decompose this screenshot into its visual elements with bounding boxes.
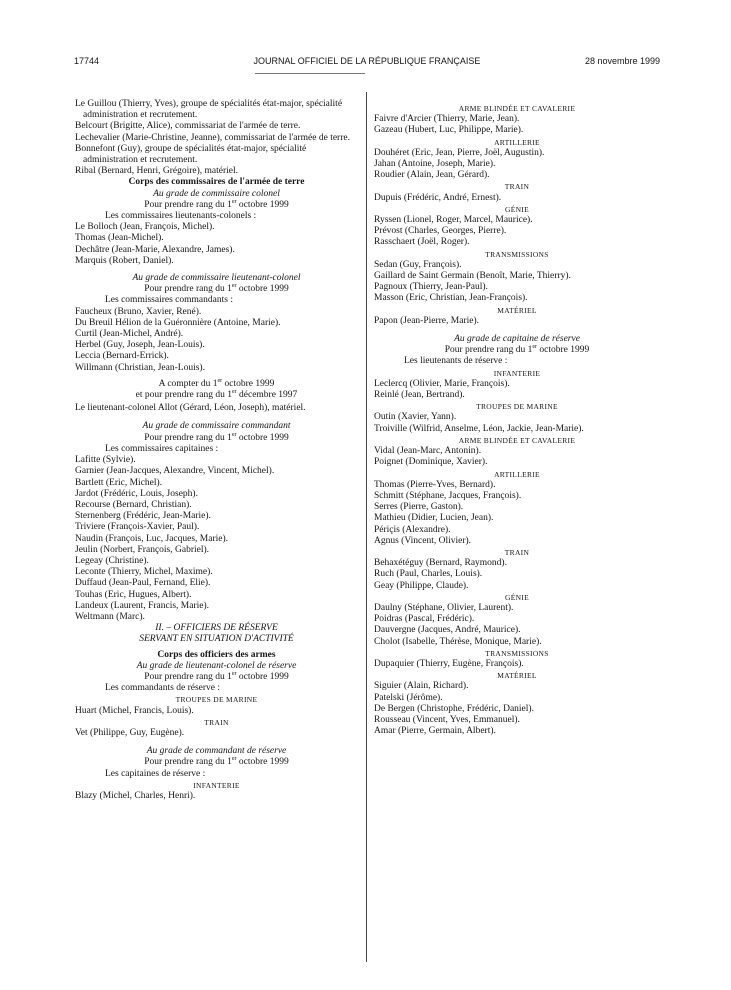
- list-intro: Les commissaires lieutenants-colonels :: [105, 211, 257, 222]
- list-item: De Bergen (Christophe, Frédéric, Daniel).: [374, 703, 534, 714]
- list-item: Bonnefont (Guy), groupe de spécialités état-major, spécialité administration et recrutement.: [75, 143, 307, 166]
- rank-date: Pour prendre rang du 1er octobre 1999: [444, 344, 590, 356]
- arm-heading: TRAIN: [204, 717, 229, 727]
- list-item: Papon (Jean-Pierre, Marie).: [374, 315, 479, 326]
- list-item: Agnus (Vincent, Olivier).: [374, 535, 472, 546]
- grade-heading: Au grade de lieutenant-colonel de réserve: [136, 660, 297, 671]
- arm-heading: TRANSMISSIONS: [485, 249, 549, 259]
- list-item: Ribal (Bernard, Henri, Grégoire), matériel.: [75, 166, 239, 177]
- list-item: Jahan (Antoine, Joseph, Marie).: [374, 159, 496, 170]
- grade-heading: Au grade de capitaine de réserve: [454, 334, 580, 345]
- list-item: Siguier (Alain, Richard).: [374, 681, 469, 692]
- rank-date: Pour prendre rang du 1er octobre 1999: [144, 670, 289, 682]
- list-item: Faucheux (Bruno, Xavier, René).: [75, 306, 202, 317]
- list-item: Roudier (Alain, Jean, Gérard).: [374, 170, 490, 181]
- grade-heading: Au grade de commandant de réserve: [146, 746, 287, 757]
- list-intro: Les commandants de réserve :: [105, 683, 221, 694]
- list-item: Dupuis (Frédéric, André, Ernest).: [374, 192, 502, 203]
- list-item: Jardot (Frédéric, Louis, Joseph).: [75, 488, 198, 499]
- arm-heading: ARME BLINDÉE ET CAVALERIE: [458, 435, 576, 445]
- page-number: 17744: [74, 56, 100, 66]
- right-column: [374, 99, 660, 737]
- list-item: Leclercq (Olivier, Marie, François).: [374, 378, 510, 389]
- arm-heading: INFANTERIE: [493, 368, 541, 378]
- list-item: Triviere (François-Xavier, Paul).: [75, 522, 200, 533]
- left-column: [75, 99, 358, 802]
- list-item: Douhéret (Eric, Jean, Pierre, Joël, Augustin).: [374, 147, 545, 158]
- list-item: Gazeau (Hubert, Luc, Philippe, Marie).: [374, 125, 524, 136]
- list-item: Belcourt (Brigitte, Alice), commissariat de l'armée de terre.: [75, 121, 301, 132]
- list-item: Prévost (Charles, Georges, Pierre).: [374, 226, 507, 237]
- list-item: Rousseau (Vincent, Yves, Emmanuel).: [374, 714, 520, 725]
- list-item: Poignet (Dominique, Xavier).: [374, 457, 488, 468]
- header-rule: [255, 73, 365, 74]
- list-item: Naudin (François, Luc, Jacques, Marie).: [75, 533, 229, 544]
- list-item: Dechâtre (Jean-Marie, Alexandre, James).: [75, 244, 235, 255]
- arm-heading: ARME BLINDÉE ET CAVALERIE: [458, 104, 576, 113]
- rank-date: Pour prendre rang du 1er octobre 1999: [144, 198, 289, 210]
- list-item: Ryssen (Lionel, Roger, Marcel, Maurice).: [374, 215, 533, 226]
- list-item: Cholot (Isabelle, Thérèse, Monique, Marie).: [374, 636, 542, 647]
- list-item: Dupaquier (Thierry, Eugène, François).: [374, 658, 524, 669]
- list-item: Sternenberg (Frédéric, Jean-Marie).: [75, 511, 211, 522]
- list-item: Behaxétéguy (Bernard, Raymond).: [374, 558, 507, 569]
- list-item: Recourse (Bernard, Christian).: [75, 499, 192, 510]
- list-item: Troiville (Wilfrid, Anselme, Léon, Jackie, Jean-Marie).: [374, 423, 584, 434]
- arm-heading: TROUPES DE MARINE: [476, 402, 558, 412]
- list-item: Dauvergne (Jacques, André, Maurice).: [374, 625, 521, 636]
- column-divider: [366, 92, 367, 962]
- grade-heading: Au grade de commissaire lieutenant-colonel: [132, 273, 301, 284]
- list-item: Le lieutenant-colonel Allot (Gérard, Léon, Joseph), matériel.: [75, 403, 306, 414]
- arm-heading: MATÉRIEL: [497, 671, 537, 681]
- publication-date: 28 novembre 1999: [584, 56, 660, 66]
- list-item: Le Guillou (Thierry, Yves), groupe de spécialités état-major, spécialité administration et recrutement.: [75, 99, 343, 121]
- list-item: Sedan (Guy, François).: [374, 259, 462, 270]
- list-item: Le Bolloch (Jean, François, Michel).: [75, 222, 215, 233]
- list-item: Touhas (Eric, Hugues, Albert).: [75, 589, 192, 600]
- list-item: Jeulin (Norbert, François, Gabriel).: [75, 544, 210, 555]
- list-item: Schmitt (Stéphane, Jacques, François).: [374, 490, 522, 501]
- arm-heading: ARTILLERIE: [494, 137, 540, 147]
- arm-heading: TRAIN: [504, 182, 530, 192]
- list-item: Geay (Philippe, Claude).: [374, 580, 469, 591]
- arm-heading: TRAIN: [504, 547, 530, 557]
- page-header: [74, 55, 660, 67]
- list-item: Poidras (Pascal, Frédéric).: [374, 614, 475, 625]
- grade-heading: Au grade de commissaire colonel: [153, 188, 280, 199]
- list-item: Vet (Philippe, Guy, Eugène).: [75, 727, 185, 738]
- list-item: Gaillard de Saint Germain (Benoît, Marie, Thierry).: [374, 271, 571, 282]
- list-item: Périçis (Alexandre).: [374, 524, 451, 535]
- list-item: Ruch (Paul, Charles, Louis).: [374, 569, 483, 580]
- list-item: Garnier (Jean-Jacques, Alexandre, Vincent, Michel).: [75, 466, 275, 477]
- list-item: Reinlé (Jean, Bertrand).: [374, 390, 465, 401]
- list-item: Patelski (Jérôme).: [374, 692, 443, 703]
- rank-date: Pour prendre rang du 1er octobre 1999: [144, 283, 289, 295]
- rank-date: Pour prendre rang du 1er octobre 1999: [144, 756, 289, 768]
- list-item: Landeux (Laurent, Francis, Marie).: [75, 600, 210, 611]
- list-item: Masson (Eric, Christian, Jean-François).: [374, 293, 528, 304]
- list-intro: Les commissaires capitaines :: [105, 443, 219, 454]
- list-item: Herbel (Guy, Joseph, Jean-Louis).: [75, 340, 205, 351]
- list-intro: Les capitaines de réserve :: [105, 768, 206, 779]
- compter-line-2: et pour prendre rang du 1er décembre 1997: [135, 388, 298, 401]
- list-item: Serres (Pierre, Gaston).: [374, 502, 464, 513]
- list-item: Daulny (Stéphane, Olivier, Laurent).: [374, 602, 514, 613]
- list-item: Vidal (Jean-Marc, Antonin).: [374, 446, 482, 457]
- arm-heading: GÉNIE: [505, 204, 529, 214]
- arm-heading: INFANTERIE: [193, 780, 240, 790]
- corps-heading: Corps des commissaires de l'armée de terre: [128, 177, 305, 188]
- list-item: Legeay (Christine).: [75, 555, 149, 566]
- list-item: Duffaud (Jean-Paul, Fernand, Elie).: [75, 578, 211, 589]
- list-item: Amar (Pierre, Germain, Albert).: [374, 726, 496, 737]
- list-item: Thomas (Jean-Michel).: [75, 233, 164, 244]
- list-item: Thomas (Pierre-Yves, Bernard).: [374, 479, 496, 490]
- list-item: Leconte (Thierry, Michel, Maxime).: [75, 567, 213, 578]
- arm-heading: GÉNIE: [505, 592, 529, 602]
- arm-heading: ARTILLERIE: [494, 469, 540, 479]
- list-item: Outin (Xavier, Yann).: [374, 412, 457, 423]
- grade-heading: Au grade de commissaire commandant: [142, 421, 291, 432]
- section-heading-2: SERVANT EN SITUATION D'ACTIVITÉ: [139, 634, 294, 645]
- list-item: Huart (Michel, Francis, Louis).: [75, 705, 194, 716]
- list-item: Lafitte (Sylvie).: [75, 455, 136, 466]
- compter-line-1: A compter du 1er octobre 1999: [158, 377, 275, 389]
- list-item: Bartlett (Eric, Michel).: [75, 477, 163, 488]
- list-item: Blazy (Michel, Charles, Henri).: [75, 790, 196, 801]
- list-item: Marquis (Robert, Daniel).: [75, 255, 174, 266]
- rank-date: Pour prendre rang du 1er octobre 1999: [144, 431, 289, 443]
- list-intro: Les lieutenants de réserve :: [404, 356, 508, 367]
- list-item: Mathieu (Didier, Lucien, Jean).: [374, 513, 494, 524]
- list-item: Du Breuil Hélion de la Guéronnière (Antoine, Marie).: [75, 317, 281, 328]
- list-item: Rasschaert (Joël, Roger).: [374, 237, 470, 248]
- corps-heading: Corps des officiers des armes: [157, 649, 276, 660]
- journal-title: JOURNAL OFFICIEL DE LA RÉPUBLIQUE FRANÇAISE: [253, 56, 481, 66]
- list-item: Pagnoux (Thierry, Jean-Paul).: [374, 282, 488, 293]
- section-heading-1: II. – OFFICIERS DE RÉSERVE: [155, 623, 278, 634]
- list-item: Willmann (Christian, Jean-Louis).: [75, 362, 205, 373]
- list-item: Leccia (Bernard-Errick).: [75, 351, 169, 362]
- arm-heading: TRANSMISSIONS: [485, 648, 549, 658]
- list-item: Weltmann (Marc).: [75, 611, 145, 622]
- list-item: Lechevalier (Marie-Christine, Jeanne), commissariat de l'armée de terre.: [75, 132, 350, 143]
- list-intro: Les commissaires commandants :: [105, 295, 233, 306]
- arm-heading: MATÉRIEL: [497, 305, 537, 315]
- arm-heading: TROUPES DE MARINE: [175, 695, 258, 705]
- list-item: Curtil (Jean-Michel, André).: [75, 329, 184, 340]
- list-item: Faivre d'Arcier (Thierry, Marie, Jean).: [374, 114, 520, 125]
